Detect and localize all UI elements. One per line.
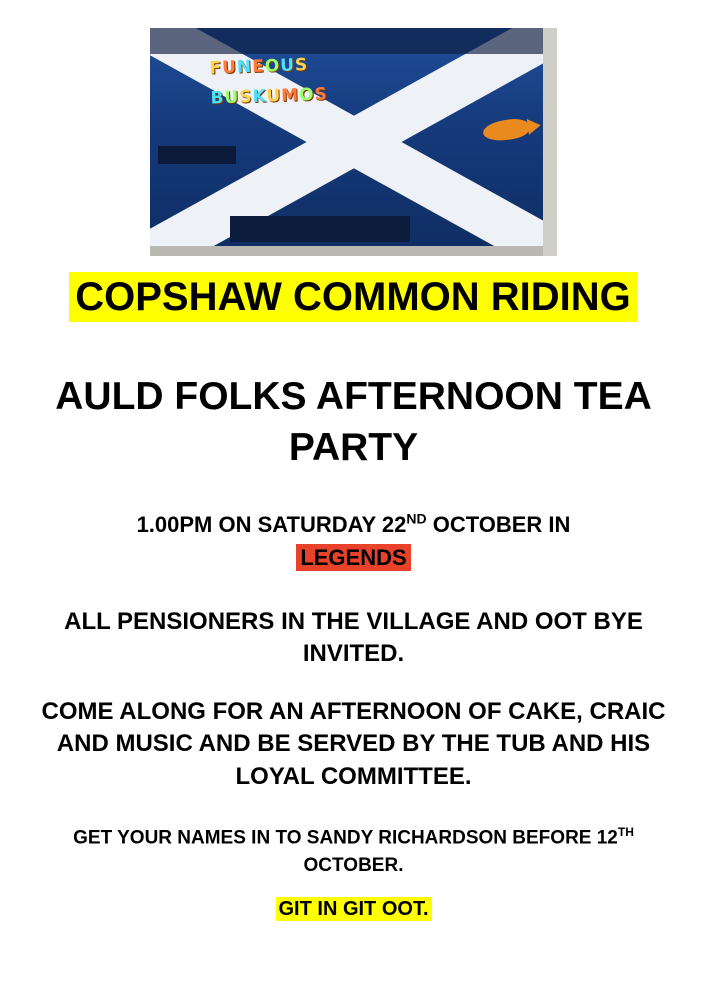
- event-time-before: 1.00PM ON SATURDAY 22: [136, 512, 407, 537]
- come-along-text: COME ALONG FOR AN AFTERNOON OF CAKE, CRAIC AND MUSIC AND BE SERVED BY THE TUB AND HIS LOYAL COMMITTEE.: [41, 698, 666, 790]
- photo-dark-bar-left: [158, 146, 236, 164]
- names-deadline-ordinal: TH: [617, 825, 634, 839]
- photo-right-edge: [543, 28, 557, 256]
- poster-subtitle: AULD FOLKS AFTERNOON TEA PARTY: [55, 375, 652, 469]
- event-time-line: [40, 508, 667, 574]
- photo-dark-bar-bottom: [230, 216, 410, 242]
- invited-text: ALL PENSIONERS IN THE VILLAGE AND OOT BYE INVITED.: [64, 608, 643, 668]
- closing-line: [40, 898, 667, 921]
- poster-title: [46, 272, 660, 322]
- flag-photo: [150, 28, 557, 256]
- closing-line-text: GIT IN GIT OOT.: [276, 897, 432, 921]
- names-deadline-text: [40, 824, 667, 879]
- event-time-after: OCTOBER IN: [426, 512, 571, 537]
- names-deadline-before: GET YOUR NAMES IN TO SANDY RICHARDSON BEFORE 12: [73, 827, 618, 849]
- event-venue: LEGENDS: [296, 544, 410, 571]
- event-date-ordinal: ND: [406, 510, 427, 527]
- poster-title-text: COPSHAW COMMON RIDING: [69, 272, 637, 322]
- names-deadline-after: OCTOBER.: [303, 854, 404, 876]
- photo-bottom-edge: [150, 246, 557, 256]
- banner-letters: FUNEOUS BUSKUMOS: [209, 55, 329, 109]
